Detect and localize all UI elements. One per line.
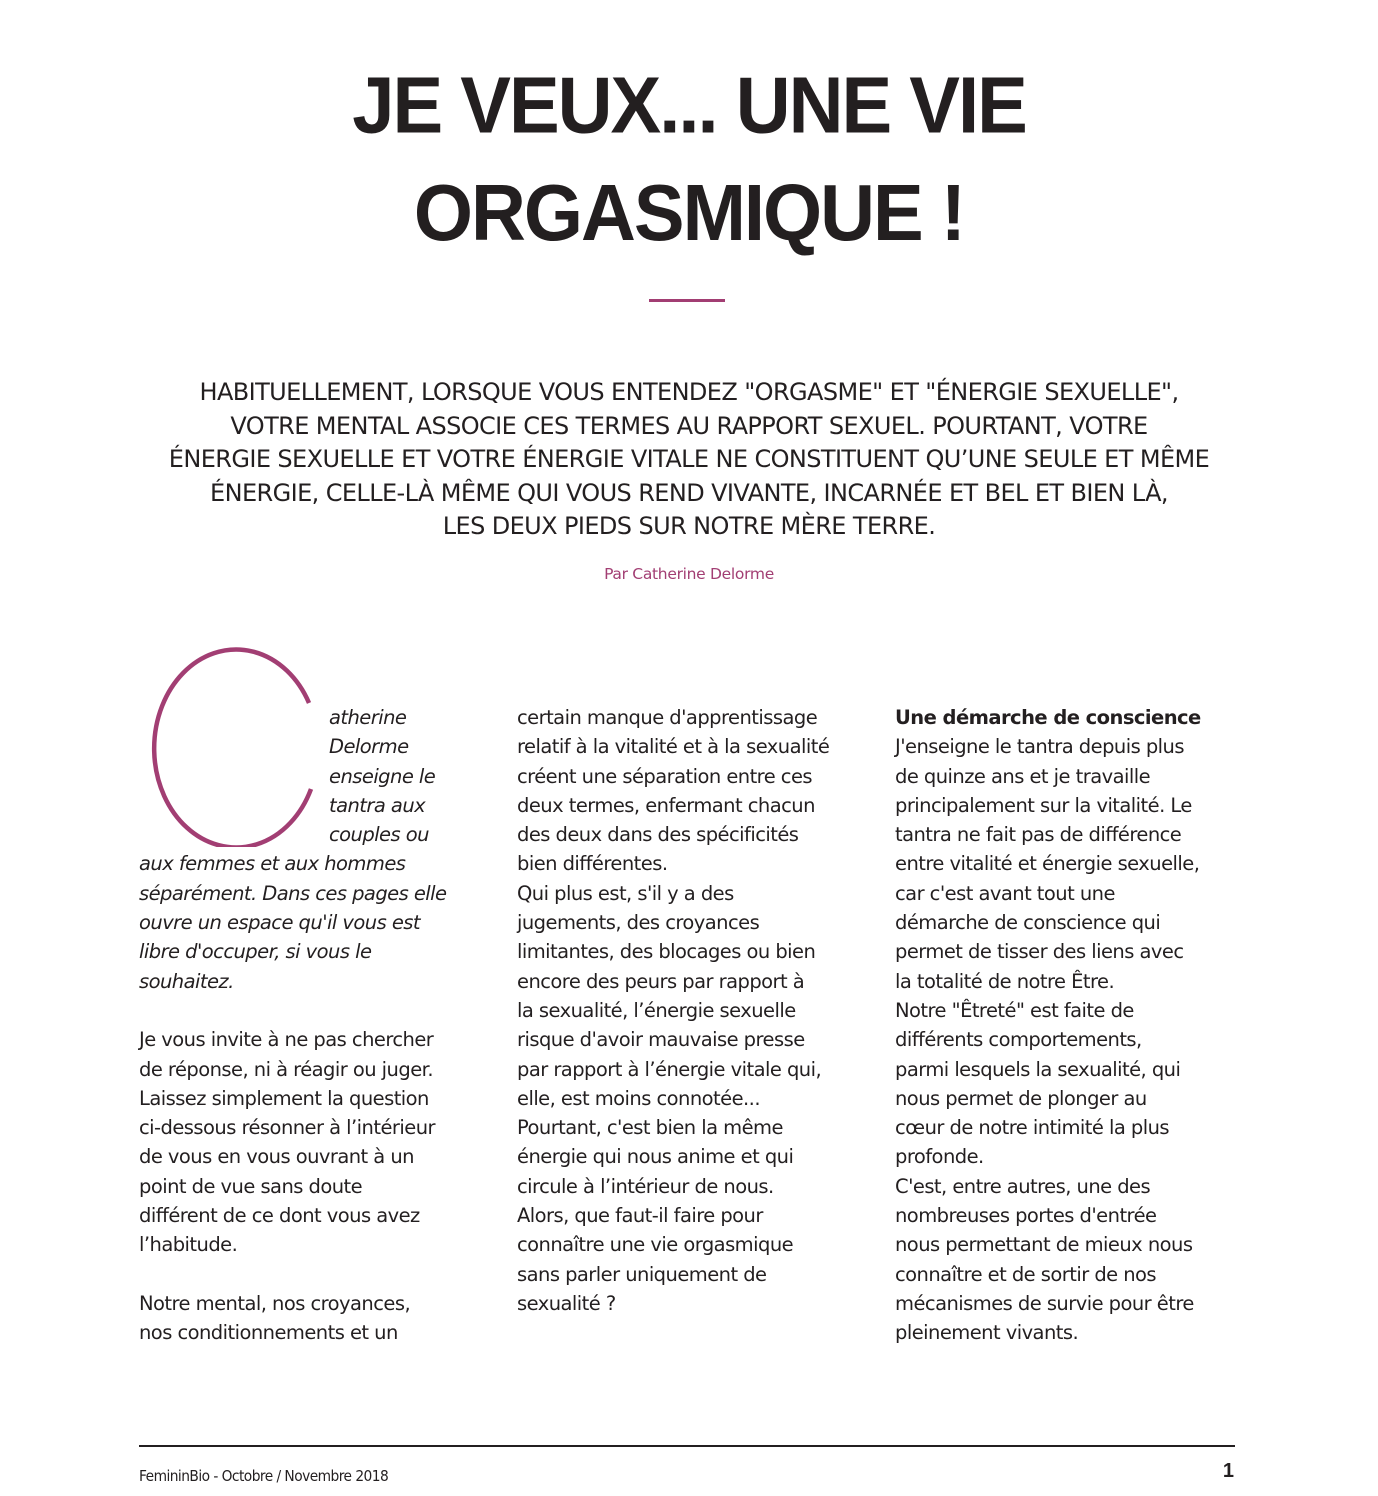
article-title (0, 53, 1378, 267)
bio-line: séparément. Dans ces pages elle (139, 881, 447, 905)
body-line: Alors, que faut-il faire pour (517, 1204, 763, 1228)
bio-line: tantra aux (329, 793, 426, 817)
body-line: de quinze ans et je travaille (895, 764, 1151, 788)
body-line: ci-dessous résonner à l’intérieur (139, 1116, 435, 1140)
body-line: différents comportements, (895, 1028, 1142, 1052)
body-line: connaître une vie orgasmique (517, 1233, 794, 1257)
author-byline: Par Catherine Delorme (604, 565, 774, 583)
body-line: sans parler uniquement de (517, 1262, 767, 1286)
bio-line: ouvre un espace qu'il vous est (139, 911, 420, 935)
bio-line: aux femmes et aux hommes (139, 852, 406, 876)
body-line: Pourtant, c'est bien la même (517, 1116, 783, 1140)
section-heading: Une démarche de conscience (895, 706, 1201, 729)
body-line: entre vitalité et énergie sexuelle, (895, 852, 1200, 876)
body-line: par rapport à l’énergie vitale qui, (517, 1057, 822, 1081)
body-line: pleinement vivants. (895, 1321, 1079, 1345)
bio-line: enseigne le (329, 764, 436, 788)
body-line: la totalité de notre Être. (895, 969, 1115, 993)
title-divider (649, 299, 725, 302)
title-line-2: ORGASMIQUE ! (413, 168, 965, 258)
body-line: bien différentes. (517, 852, 668, 876)
body-line: deux termes, enfermant chacun (517, 793, 815, 817)
intro-line: ÉNERGIE, CELLE-LÀ MÊME QUI VOUS REND VIVANTE, INCARNÉE ET BEL ET BIEN LÀ, (210, 478, 1168, 507)
body-line: la sexualité, l’énergie sexuelle (517, 998, 796, 1022)
body-line: J'enseigne le tantra depuis plus (895, 735, 1184, 759)
bio-line: atherine (329, 706, 407, 729)
body-line: tantra ne fait pas de différence (895, 823, 1182, 847)
body-line: nos conditionnements et un (139, 1321, 398, 1345)
body-line: permet de tisser des liens avec (895, 940, 1184, 964)
body-line: jugements, des croyances (517, 911, 760, 935)
body-line: énergie qui nous anime et qui (517, 1145, 794, 1169)
body-line: risque d'avoir mauvaise presse (517, 1028, 805, 1052)
bio-line: libre d'occuper, si vous le (139, 940, 372, 964)
body-line: elle, est moins connotée... (517, 1086, 760, 1110)
body-line: nous permettant de mieux nous (895, 1233, 1193, 1257)
column-3 (895, 703, 1245, 1348)
body-line: de vous en vous ouvrant à un (139, 1145, 414, 1169)
body-line: différent de ce dont vous avez (139, 1204, 420, 1228)
body-line: point de vue sans doute (139, 1174, 363, 1198)
bio-line: souhaitez. (139, 969, 234, 993)
body-line: encore des peurs par rapport à (517, 969, 805, 993)
body-line: parmi lesquels la sexualité, qui (895, 1057, 1181, 1081)
intro-line: HABITUELLEMENT, LORSQUE VOUS ENTENDEZ "ORGASME" ET "ÉNERGIE SEXUELLE", (199, 378, 1179, 406)
body-line: créent une séparation entre ces (517, 764, 813, 788)
body-line: Notre mental, nos croyances, (139, 1291, 411, 1315)
body-line: limitantes, des blocages ou bien (517, 940, 816, 964)
body-line: sexualité ? (517, 1291, 616, 1315)
body-line: nous permet de plonger au (895, 1086, 1147, 1110)
column-2 (517, 703, 867, 1318)
body-line: l’habitude. (139, 1233, 238, 1257)
bio-line: couples ou (329, 823, 429, 847)
body-line: nombreuses portes d'entrée (895, 1204, 1157, 1228)
body-line: connaître et de sortir de nos (895, 1262, 1157, 1286)
body-line: Laissez simplement la question (139, 1086, 429, 1110)
intro-line: VOTRE MENTAL ASSOCIE CES TERMES AU RAPPORT SEXUEL. POURTANT, VOTRE (230, 411, 1148, 440)
body-line: car c'est avant tout une (895, 881, 1115, 905)
paragraph-gap (139, 996, 489, 1025)
body-line: cœur de notre intimité la plus (895, 1116, 1170, 1140)
intro-line: ÉNERGIE SEXUELLE ET VOTRE ÉNERGIE VITALE NE CONSTITUENT QU’UNE SEULE ET MÊME (168, 445, 1210, 473)
footer-publication: FemininBio - Octobre / Novembre 2018 (139, 1467, 389, 1485)
body-line: principalement sur la vitalité. Le (895, 793, 1192, 817)
body-line: Notre "Êtreté" est faite de (895, 998, 1134, 1022)
column-1 (139, 703, 489, 1348)
body-line: de réponse, ni à réagir ou juger. (139, 1057, 433, 1081)
body-line: profonde. (895, 1145, 984, 1169)
body-line: des deux dans des spécificités (517, 823, 799, 847)
paragraph-gap (139, 1260, 489, 1289)
body-line: mécanismes de survie pour être (895, 1291, 1194, 1315)
body-line: C'est, entre autres, une des (895, 1174, 1151, 1198)
footer-rule (139, 1445, 1235, 1447)
body-line: circule à l’intérieur de nous. (517, 1174, 774, 1198)
title-line-1: JE VEUX... UNE VIE (352, 61, 1026, 151)
page-number: 1 (1222, 1460, 1234, 1482)
body-line: Qui plus est, s'il y a des (517, 881, 734, 905)
intro-lead (120, 376, 1258, 544)
body-line: démarche de conscience qui (895, 911, 1161, 935)
bio-line: Delorme (329, 735, 409, 759)
body-line: Je vous invite à ne pas chercher (139, 1028, 434, 1052)
body-line: certain manque d'apprentissage (517, 706, 818, 729)
body-line: relatif à la vitalité et à la sexualité (517, 735, 830, 759)
intro-line: LES DEUX PIEDS SUR NOTRE MÈRE TERRE. (442, 512, 936, 540)
